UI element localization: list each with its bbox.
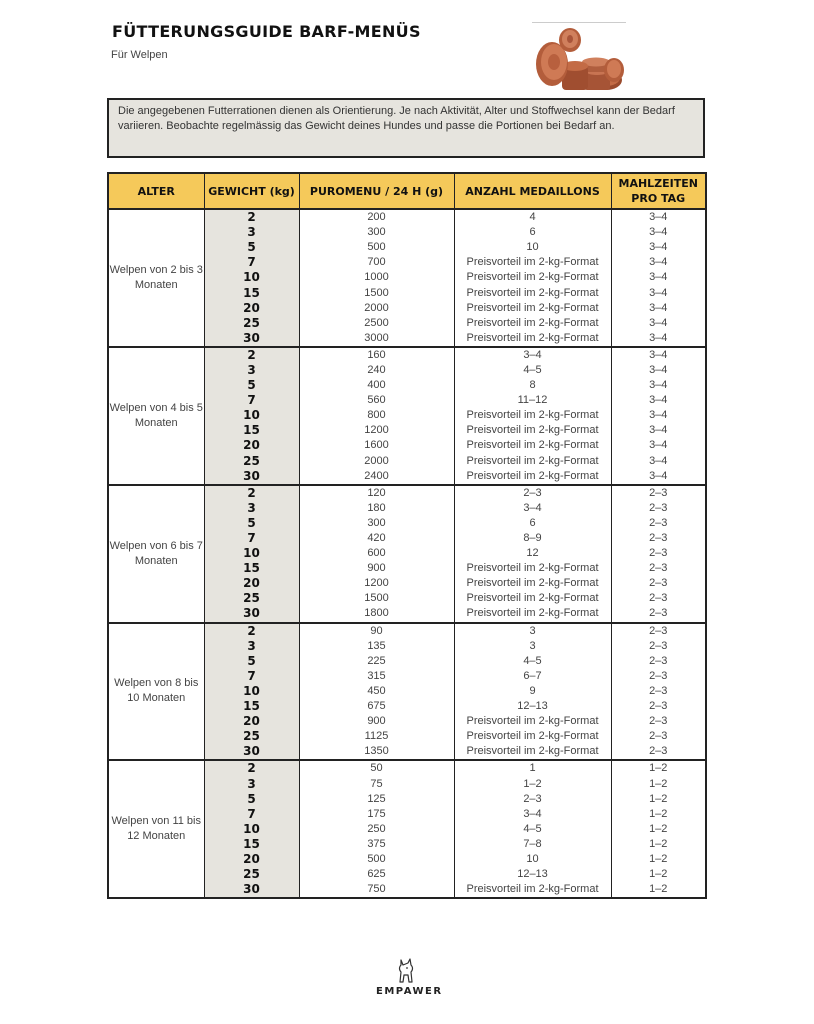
- medaillons-cell: Preisvorteil im 2-kg-Format: [454, 270, 611, 285]
- weight-cell: 3: [204, 776, 299, 791]
- puromenu-cell: 400: [299, 378, 454, 393]
- medaillons-cell: 1: [454, 760, 611, 776]
- age-cell: Welpen von 2 bis 3 Monaten: [108, 209, 204, 347]
- weight-cell: 5: [204, 654, 299, 669]
- medaillons-cell: Preisvorteil im 2-kg-Format: [454, 469, 611, 485]
- mahlzeiten-cell: 2–3: [611, 591, 706, 606]
- puromenu-cell: 2000: [299, 454, 454, 469]
- puromenu-cell: 560: [299, 393, 454, 408]
- puromenu-cell: 300: [299, 225, 454, 240]
- medaillons-cell: Preisvorteil im 2-kg-Format: [454, 576, 611, 591]
- mahlzeiten-cell: 2–3: [611, 546, 706, 561]
- puromenu-cell: 1200: [299, 576, 454, 591]
- mahlzeiten-cell: 3–4: [611, 240, 706, 255]
- weight-cell: 5: [204, 516, 299, 531]
- puromenu-cell: 1500: [299, 285, 454, 300]
- medaillons-cell: 3–4: [454, 347, 611, 363]
- puromenu-cell: 600: [299, 546, 454, 561]
- weight-cell: 25: [204, 867, 299, 882]
- puromenu-cell: 250: [299, 822, 454, 837]
- mahlzeiten-cell: 3–4: [611, 331, 706, 347]
- puromenu-cell: 900: [299, 714, 454, 729]
- mahlzeiten-cell: 1–2: [611, 852, 706, 867]
- medaillons-cell: Preisvorteil im 2-kg-Format: [454, 285, 611, 300]
- puromenu-cell: 225: [299, 654, 454, 669]
- medaillons-cell: 3–4: [454, 501, 611, 516]
- mahlzeiten-cell: 2–3: [611, 485, 706, 501]
- mahlzeiten-cell: 2–3: [611, 561, 706, 576]
- weight-cell: 7: [204, 807, 299, 822]
- puromenu-cell: 1500: [299, 591, 454, 606]
- mahlzeiten-cell: 2–3: [611, 639, 706, 654]
- weight-cell: 10: [204, 270, 299, 285]
- mahlzeiten-cell: 2–3: [611, 729, 706, 744]
- medaillons-cell: Preisvorteil im 2-kg-Format: [454, 606, 611, 622]
- mahlzeiten-cell: 3–4: [611, 225, 706, 240]
- puromenu-cell: 160: [299, 347, 454, 363]
- weight-cell: 10: [204, 546, 299, 561]
- puromenu-cell: 2000: [299, 301, 454, 316]
- medaillons-cell: Preisvorteil im 2-kg-Format: [454, 331, 611, 347]
- medaillons-cell: Preisvorteil im 2-kg-Format: [454, 408, 611, 423]
- weight-cell: 7: [204, 669, 299, 684]
- puromenu-cell: 1200: [299, 423, 454, 438]
- medaillons-cell: Preisvorteil im 2-kg-Format: [454, 423, 611, 438]
- puromenu-cell: 750: [299, 882, 454, 898]
- medaillons-cell: Preisvorteil im 2-kg-Format: [454, 301, 611, 316]
- age-group: [108, 760, 706, 898]
- puromenu-cell: 1800: [299, 606, 454, 622]
- weight-cell: 30: [204, 469, 299, 485]
- mahlzeiten-cell: 3–4: [611, 393, 706, 408]
- weight-cell: 2: [204, 209, 299, 225]
- mahlzeiten-cell: 2–3: [611, 714, 706, 729]
- brand-logo: [376, 958, 443, 997]
- weight-cell: 15: [204, 837, 299, 852]
- weight-cell: 3: [204, 225, 299, 240]
- weight-cell: 20: [204, 438, 299, 453]
- medaillons-cell: 12: [454, 546, 611, 561]
- puromenu-cell: 2500: [299, 316, 454, 331]
- brand-name: EMPAWER: [376, 986, 443, 997]
- puromenu-cell: 200: [299, 209, 454, 225]
- puromenu-cell: 135: [299, 639, 454, 654]
- medaillons-cell: 4–5: [454, 363, 611, 378]
- medaillons-cell: Preisvorteil im 2-kg-Format: [454, 454, 611, 469]
- medaillons-cell: Preisvorteil im 2-kg-Format: [454, 729, 611, 744]
- table-row: [108, 485, 706, 501]
- medaillons-cell: 6: [454, 225, 611, 240]
- medaillons-cell: Preisvorteil im 2-kg-Format: [454, 882, 611, 898]
- weight-cell: 25: [204, 454, 299, 469]
- mahlzeiten-cell: 2–3: [611, 744, 706, 760]
- age-group: [108, 485, 706, 623]
- puromenu-cell: 450: [299, 684, 454, 699]
- mahlzeiten-cell: 1–2: [611, 776, 706, 791]
- medaillons-cell: 8–9: [454, 531, 611, 546]
- puromenu-cell: 700: [299, 255, 454, 270]
- weight-cell: 2: [204, 623, 299, 639]
- mahlzeiten-cell: 2–3: [611, 654, 706, 669]
- medaillons-cell: 4–5: [454, 654, 611, 669]
- age-cell: Welpen von 4 bis 5 Monaten: [108, 347, 204, 485]
- mahlzeiten-cell: 1–2: [611, 822, 706, 837]
- weight-cell: 30: [204, 606, 299, 622]
- weight-cell: 5: [204, 378, 299, 393]
- weight-cell: 20: [204, 576, 299, 591]
- medaillons-cell: 11–12: [454, 393, 611, 408]
- weight-cell: 2: [204, 347, 299, 363]
- medaillons-cell: 7–8: [454, 837, 611, 852]
- weight-cell: 10: [204, 822, 299, 837]
- medaillons-cell: 12–13: [454, 867, 611, 882]
- mahlzeiten-cell: 1–2: [611, 867, 706, 882]
- weight-cell: 15: [204, 561, 299, 576]
- mahlzeiten-cell: 2–3: [611, 516, 706, 531]
- mahlzeiten-cell: 2–3: [611, 606, 706, 622]
- weight-cell: 3: [204, 501, 299, 516]
- mahlzeiten-cell: 2–3: [611, 576, 706, 591]
- puromenu-cell: 625: [299, 867, 454, 882]
- weight-cell: 25: [204, 729, 299, 744]
- medaillons-cell: 4–5: [454, 822, 611, 837]
- table-row: [108, 209, 706, 225]
- feeding-table: [107, 172, 707, 899]
- weight-cell: 3: [204, 639, 299, 654]
- age-cell: Welpen von 6 bis 7 Monaten: [108, 485, 204, 623]
- medaillons-cell: 9: [454, 684, 611, 699]
- puromenu-cell: 420: [299, 531, 454, 546]
- mahlzeiten-cell: 3–4: [611, 301, 706, 316]
- medaillons-cell: 4: [454, 209, 611, 225]
- medaillons-cell: 2–3: [454, 485, 611, 501]
- barf-medallions-product-image: [532, 22, 626, 96]
- medaillons-cell: Preisvorteil im 2-kg-Format: [454, 744, 611, 760]
- weight-cell: 2: [204, 485, 299, 501]
- medaillons-cell: Preisvorteil im 2-kg-Format: [454, 591, 611, 606]
- weight-cell: 25: [204, 316, 299, 331]
- mahlzeiten-cell: 1–2: [611, 792, 706, 807]
- weight-cell: 25: [204, 591, 299, 606]
- medaillons-cell: 1–2: [454, 776, 611, 791]
- puromenu-cell: 900: [299, 561, 454, 576]
- age-cell: Welpen von 11 bis 12 Monaten: [108, 760, 204, 898]
- puromenu-cell: 50: [299, 760, 454, 776]
- weight-cell: 7: [204, 255, 299, 270]
- header-mahlzeiten: MAHLZEITEN PRO TAG: [611, 173, 706, 209]
- puromenu-cell: 180: [299, 501, 454, 516]
- mahlzeiten-cell: 3–4: [611, 316, 706, 331]
- mahlzeiten-cell: 1–2: [611, 807, 706, 822]
- mahlzeiten-cell: 3–4: [611, 255, 706, 270]
- age-group: [108, 209, 706, 347]
- puromenu-cell: 2400: [299, 469, 454, 485]
- puromenu-cell: 3000: [299, 331, 454, 347]
- puromenu-cell: 125: [299, 792, 454, 807]
- table-row: [108, 347, 706, 363]
- mahlzeiten-cell: 3–4: [611, 438, 706, 453]
- table-row: [108, 760, 706, 776]
- weight-cell: 20: [204, 852, 299, 867]
- weight-cell: 5: [204, 792, 299, 807]
- weight-cell: 2: [204, 760, 299, 776]
- table-row: [108, 623, 706, 639]
- weight-cell: 5: [204, 240, 299, 255]
- mahlzeiten-cell: 3–4: [611, 423, 706, 438]
- mahlzeiten-cell: 3–4: [611, 454, 706, 469]
- puromenu-cell: 675: [299, 699, 454, 714]
- age-group: [108, 347, 706, 485]
- medaillons-cell: 3: [454, 639, 611, 654]
- puromenu-cell: 240: [299, 363, 454, 378]
- mahlzeiten-cell: 3–4: [611, 270, 706, 285]
- mahlzeiten-cell: 3–4: [611, 408, 706, 423]
- weight-cell: 10: [204, 408, 299, 423]
- weight-cell: 30: [204, 744, 299, 760]
- mahlzeiten-cell: 3–4: [611, 378, 706, 393]
- mahlzeiten-cell: 3–4: [611, 347, 706, 363]
- feeding-note: Die angegebenen Futterrationen dienen als Orientierung. Je nach Aktivität, Alter und Stoffwechsel kann der Bedarf variieren. Beobachte regelmässig das Gewicht deines Hundes und passe die Portionen bei Bedarf an.: [107, 98, 705, 158]
- weight-cell: 15: [204, 699, 299, 714]
- weight-cell: 30: [204, 331, 299, 347]
- table-header-row: [108, 173, 706, 209]
- medaillons-cell: 10: [454, 852, 611, 867]
- medaillons-cell: Preisvorteil im 2-kg-Format: [454, 255, 611, 270]
- puromenu-cell: 1350: [299, 744, 454, 760]
- medaillons-cell: 6: [454, 516, 611, 531]
- medaillons-cell: 8: [454, 378, 611, 393]
- weight-cell: 30: [204, 882, 299, 898]
- puromenu-cell: 1000: [299, 270, 454, 285]
- header-medaillons: ANZAHL MEDAILLONS: [454, 173, 611, 209]
- weight-cell: 7: [204, 531, 299, 546]
- medaillons-cell: 6–7: [454, 669, 611, 684]
- weight-cell: 10: [204, 684, 299, 699]
- mahlzeiten-cell: 3–4: [611, 285, 706, 300]
- medaillons-cell: Preisvorteil im 2-kg-Format: [454, 438, 611, 453]
- mahlzeiten-cell: 2–3: [611, 699, 706, 714]
- puromenu-cell: 300: [299, 516, 454, 531]
- puromenu-cell: 75: [299, 776, 454, 791]
- puromenu-cell: 175: [299, 807, 454, 822]
- weight-cell: 20: [204, 714, 299, 729]
- age-cell: Welpen von 8 bis 10 Monaten: [108, 623, 204, 761]
- medaillons-cell: Preisvorteil im 2-kg-Format: [454, 714, 611, 729]
- page-subtitle: Für Welpen: [111, 49, 168, 61]
- puromenu-cell: 500: [299, 852, 454, 867]
- mahlzeiten-cell: 2–3: [611, 501, 706, 516]
- puromenu-cell: 120: [299, 485, 454, 501]
- mahlzeiten-cell: 2–3: [611, 531, 706, 546]
- mahlzeiten-cell: 2–3: [611, 684, 706, 699]
- medaillons-cell: 2–3: [454, 792, 611, 807]
- weight-cell: 7: [204, 393, 299, 408]
- weight-cell: 3: [204, 363, 299, 378]
- header-puromenu: PUROMENU / 24 H (g): [299, 173, 454, 209]
- mahlzeiten-cell: 1–2: [611, 882, 706, 898]
- medaillons-cell: Preisvorteil im 2-kg-Format: [454, 316, 611, 331]
- header-gewicht: GEWICHT (kg): [204, 173, 299, 209]
- mahlzeiten-cell: 2–3: [611, 669, 706, 684]
- weight-cell: 20: [204, 301, 299, 316]
- puromenu-cell: 315: [299, 669, 454, 684]
- mahlzeiten-cell: 1–2: [611, 760, 706, 776]
- mahlzeiten-cell: 3–4: [611, 363, 706, 378]
- page-title: FÜTTERUNGSGUIDE BARF-MENÜS: [112, 22, 421, 41]
- weight-cell: 15: [204, 285, 299, 300]
- mahlzeiten-cell: 3–4: [611, 209, 706, 225]
- mahlzeiten-cell: 3–4: [611, 469, 706, 485]
- mahlzeiten-cell: 2–3: [611, 623, 706, 639]
- age-group: [108, 623, 706, 761]
- medaillons-cell: 3–4: [454, 807, 611, 822]
- medaillons-cell: 10: [454, 240, 611, 255]
- mahlzeiten-cell: 1–2: [611, 837, 706, 852]
- medaillons-cell: 3: [454, 623, 611, 639]
- puromenu-cell: 500: [299, 240, 454, 255]
- puromenu-cell: 800: [299, 408, 454, 423]
- medaillons-cell: 12–13: [454, 699, 611, 714]
- dog-outline-icon: [395, 958, 417, 984]
- puromenu-cell: 375: [299, 837, 454, 852]
- puromenu-cell: 1600: [299, 438, 454, 453]
- medaillons-cell: Preisvorteil im 2-kg-Format: [454, 561, 611, 576]
- puromenu-cell: 1125: [299, 729, 454, 744]
- puromenu-cell: 90: [299, 623, 454, 639]
- weight-cell: 15: [204, 423, 299, 438]
- header-alter: ALTER: [108, 173, 204, 209]
